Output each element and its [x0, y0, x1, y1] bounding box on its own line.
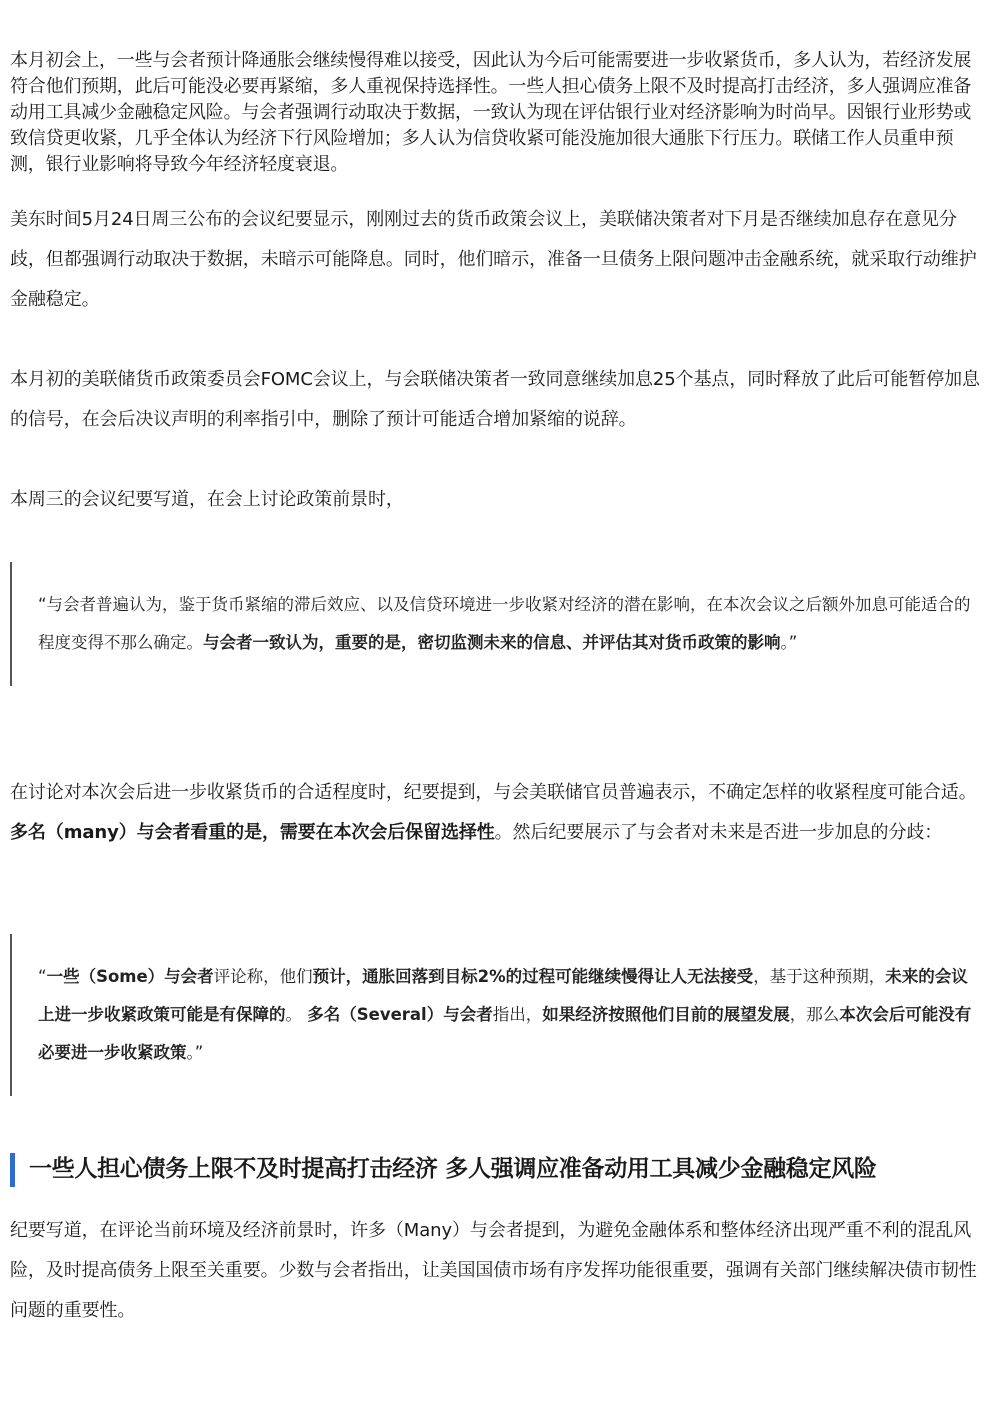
quote-emphasis: 多名（Several）与会者: [307, 1005, 493, 1024]
quote-text-run: 。”: [780, 633, 798, 652]
quote-text-run: “与会者普遍认为，鉴于货币紧缩的滞后效应、以及信贷环境进一步收紧对经济的潜在影响，在本次会议之后额外加息可能适合的程度变得不那么确定。: [38, 595, 971, 652]
summary-paragraph: 本月初会上，一些与会者预计降通胀会继续慢得难以接受，因此认为今后可能需要进一步收紧货币，多人认为，若经济发展符合他们预期，此后可能没必要再紧缩，多人重视保持选择性。一些人担心债务上限不及时提高打击经济，多人强调应准备动用工具减少金融稳定风险。与会者强调行动取决于数据，一致认为现在评估银行业对经济影响为时尚早。因银行业形势或致信贷更收紧，几乎全体认为经济下行风险增加；多人认为信贷收紧可能没施加很大通胀下行压力。联储工作人员重申预测，银行业影响将导致今年经济轻度衰退。: [10, 50, 972, 175]
blockquote-consensus: [10, 562, 984, 686]
debt-paragraph: 纪要写道，在评论当前环境及经济前景时，许多（Many）与会者提到，为避免金融体系和整体经济出现严重不利的混乱风险，及时提高债务上限至关重要。少数与会者指出，让美国国债市场有序发挥功能很重要，强调有关部门继续解决债市韧性问题的重要性。: [10, 1220, 977, 1321]
section-heading-text: 一些人担心债务上限不及时提高打击经济 多人强调应准备动用工具减少金融稳定风险: [29, 1156, 877, 1182]
quote-text: [38, 958, 984, 1072]
quote-text: [38, 586, 984, 662]
quote-text-run: “: [38, 967, 47, 986]
section-heading: [10, 1150, 982, 1188]
heading-accent-bar: [10, 1153, 15, 1187]
quote-emphasis: 一些（Some）与会者: [46, 967, 214, 986]
quote-text-run: 。: [285, 1005, 308, 1024]
minutes-paragraph: 美东时间5月24日周三公布的会议纪要显示，刚刚过去的货币政策会议上，美联储决策者对下月是否继续加息存在意见分歧，但都强调行动取决于数据，未暗示可能降息。同时，他们暗示，准备一旦债务上限问题冲击金融系统，就采取行动维护金融稳定。: [10, 209, 977, 310]
quote-text-run: 。”: [186, 1043, 204, 1062]
quote-emphasis: 如果经济按照他们目前的展望发展: [542, 1005, 790, 1024]
quote-emphasis: 未来的会议上进一步收紧政策可能是有保障的: [38, 967, 968, 1024]
paragraph-text-run: 。然后纪要展示了与会者对未来是否进一步加息的分歧：: [494, 822, 943, 843]
quote-emphasis: 本次会后可能没有必要进一步收紧政策: [38, 1005, 972, 1062]
many-paragraph: [10, 773, 982, 853]
intro-paragraph: 本周三的会议纪要写道，在会上讨论政策前景时，: [10, 489, 404, 510]
quote-emphasis: 预计，通胀回落到目标2%的过程可能继续慢得让人无法接受: [312, 967, 754, 986]
quote-emphasis: 与会者一致认为，重要的是，密切监测未来的信息、并评估其对货币政策的影响: [203, 633, 781, 652]
quote-text-run: ，那么: [789, 1005, 840, 1024]
quote-text-run: ，基于这种预期，: [753, 967, 886, 986]
quote-text-run: 指出，: [492, 1005, 543, 1024]
paragraph-text-run: 在讨论对本次会后进一步收紧货币的合适程度时，纪要提到，与会美联储官员普遍表示，不确定怎样的收紧程度可能合适。: [10, 782, 977, 803]
quote-text-run: 评论称，他们: [213, 967, 313, 986]
fomc-paragraph: 本月初的美联储货币政策委员会FOMC会议上，与会联储决策者一致同意继续加息25个基点，同时释放了此后可能暂停加息的信号，在会后决议声明的利率指引中，删除了预计可能适合增加紧缩的说辞。: [10, 369, 980, 430]
blockquote-divergence: [10, 934, 984, 1096]
paragraph-emphasis: 多名（many）与会者看重的是，需要在本次会后保留选择性: [10, 822, 495, 843]
